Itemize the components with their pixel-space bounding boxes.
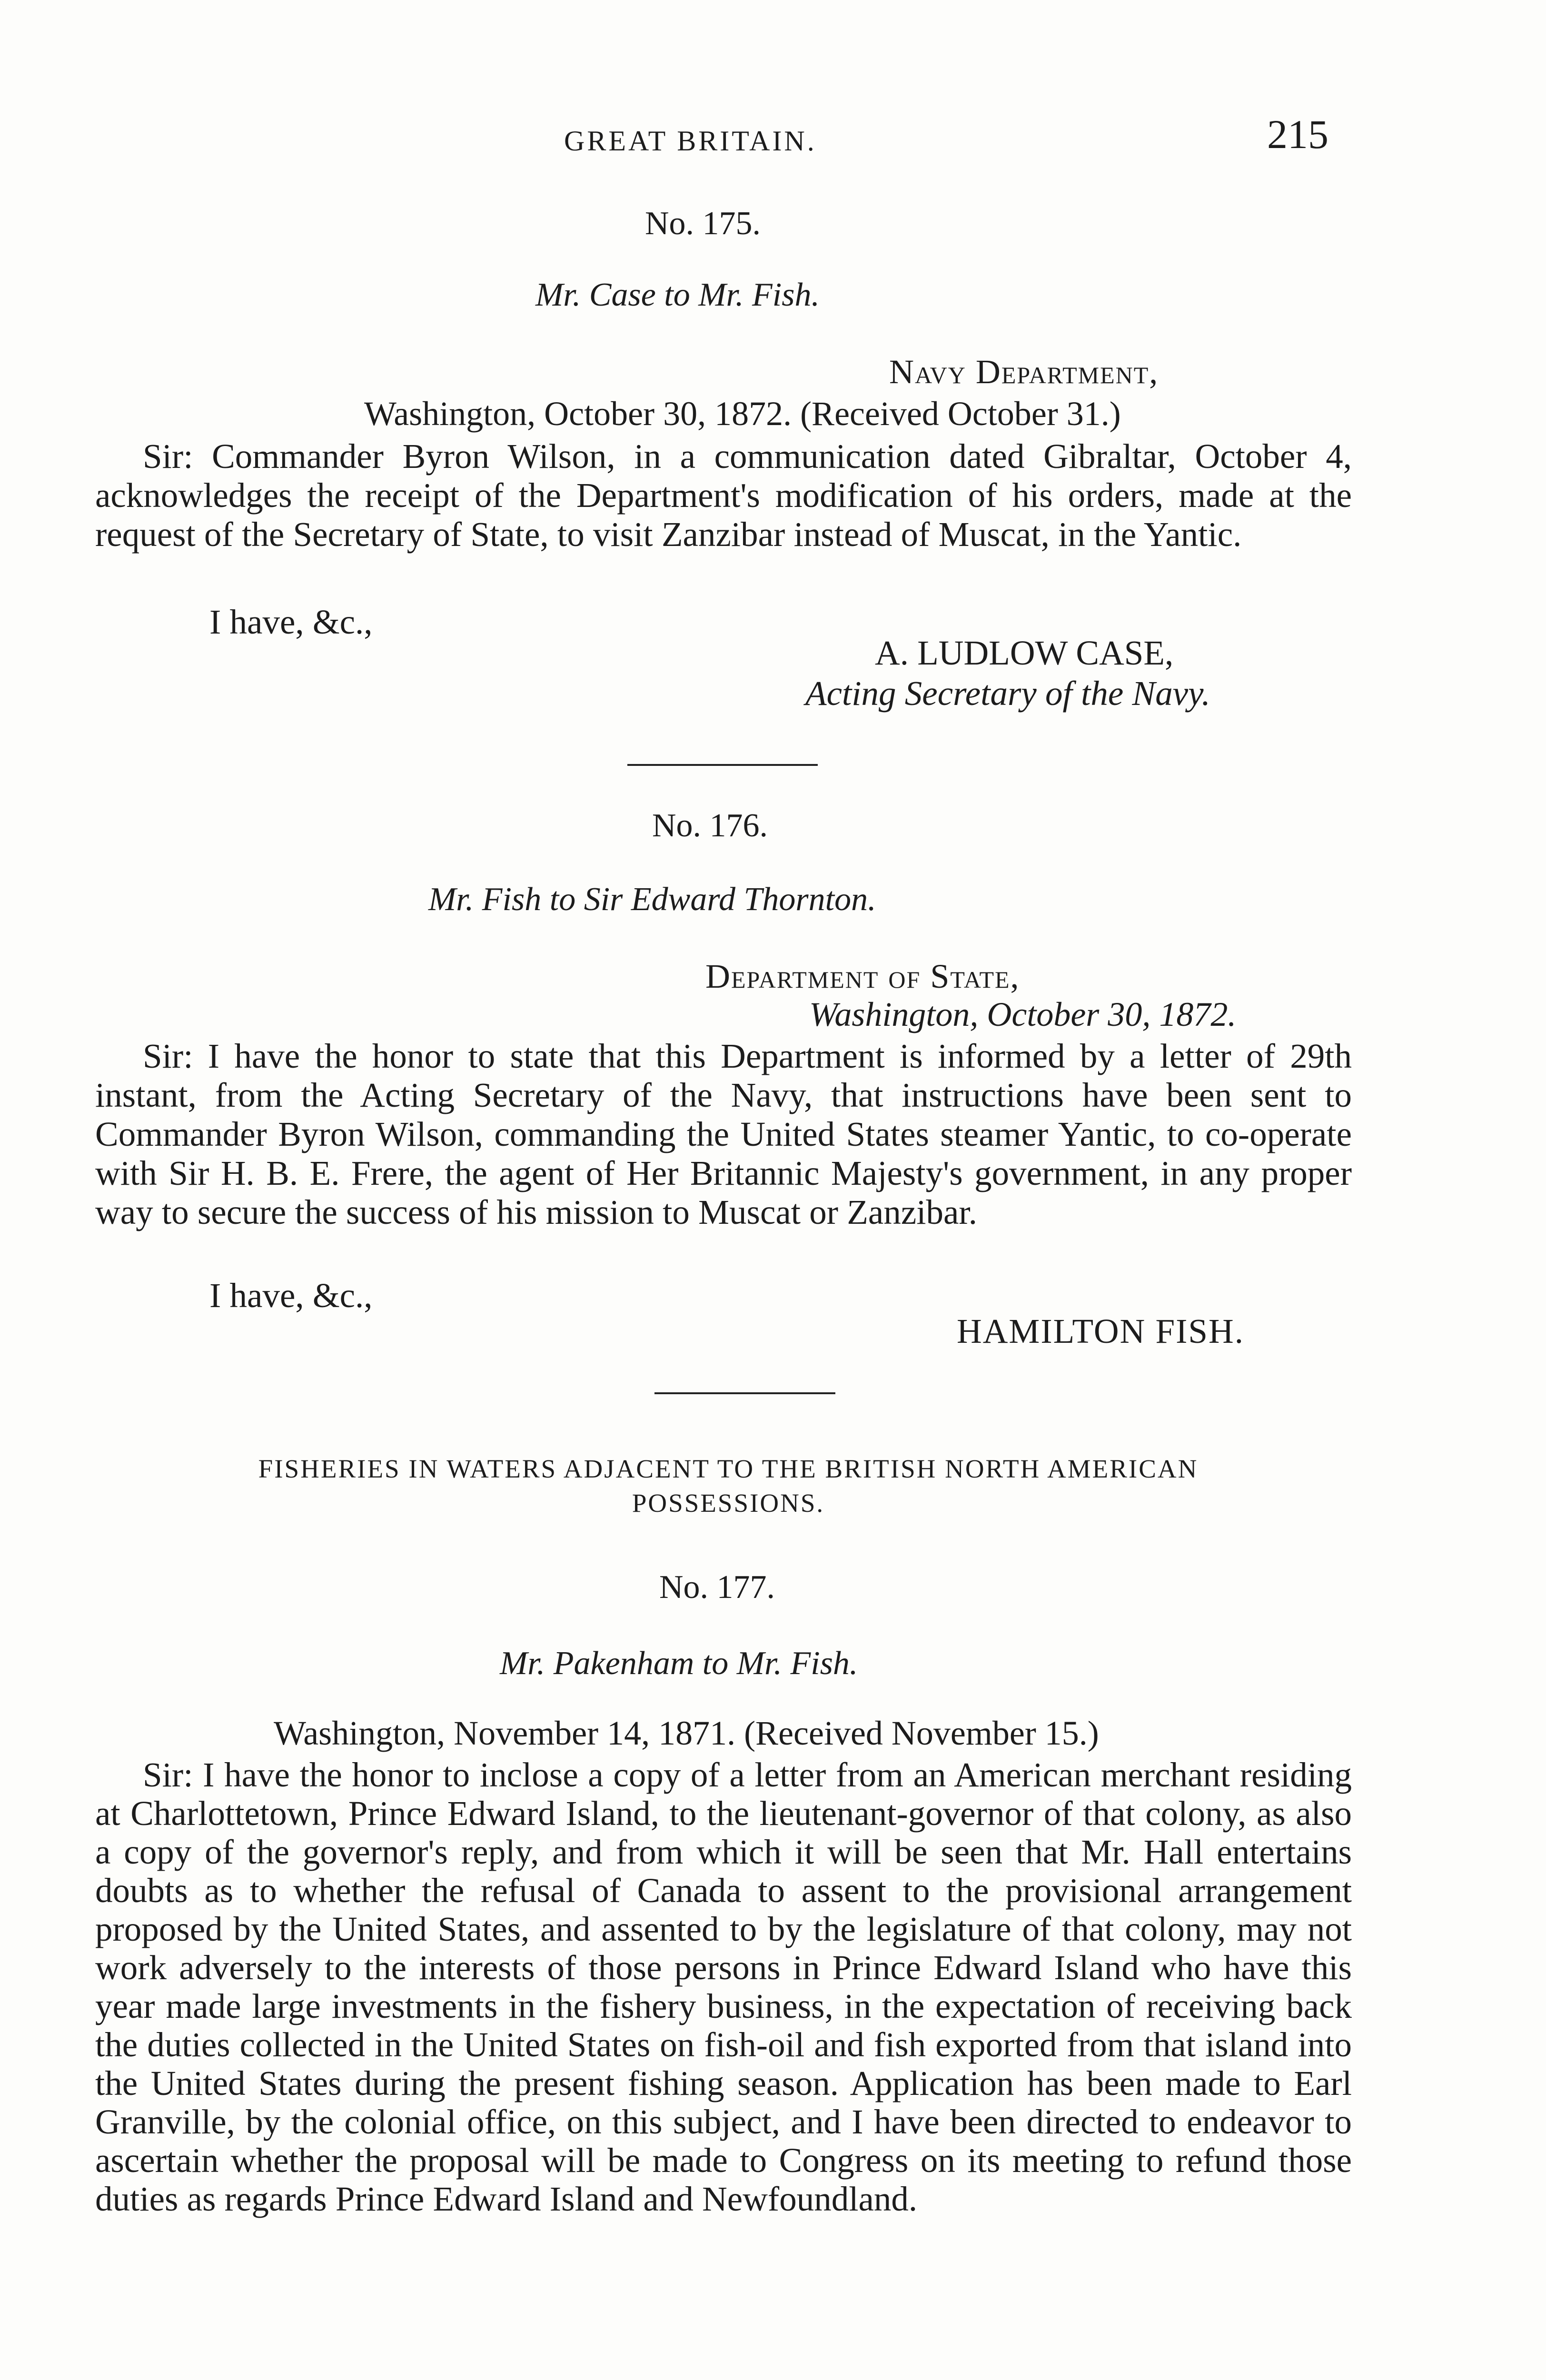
letter-place-line: Navy Department, (889, 353, 1159, 391)
letter-caption: Mr. Case to Mr. Fish. (535, 277, 820, 313)
letter-number: No. 177. (659, 1569, 775, 1606)
letter-body: Sir: I have the honor to inclose a copy of a letter from an American merchant residing at Charlottetown, Prince Edward Island, to the lieutenant-governor of that colony, as also a copy of the governor's reply, and from which it will be seen that Mr. Hall entertains doubts as to whether the refusal of Canada to assent to the provisional arrangement proposed by the United States, and assented to by the legislature of that colony, may not work adversely to the interests of those persons in Prince Edward Island who have this year made large investments in the fishery business, in the expectation of receiving back the duties collected in the United States on fish-oil and fish exported from that island into the United States during the present fishing season. Application has been made to Earl Granville, by the colonial office, on this subject, and I have been directed to endeavor to ascertain whether the proposal will be made to Congress on its meeting to refund those duties as regards Prince Edward Island and Newfoundland. (95, 1755, 1352, 2218)
letter-closing: I have, &c., (209, 1276, 373, 1315)
letter-number: No. 176. (652, 807, 768, 844)
letter-signature: HAMILTON FISH. (957, 1312, 1244, 1350)
section-heading (95, 1452, 1361, 1520)
divider-rule (654, 1392, 835, 1394)
letter-signature: A. LUDLOW CASE, (875, 634, 1174, 672)
letter-date-line: Washington, October 30, 1872. (Received October 31.) (364, 395, 1121, 433)
letter-number: No. 175. (645, 205, 761, 242)
page-number: 215 (1267, 111, 1328, 157)
letter-caption: Mr. Fish to Sir Edward Thornton. (428, 881, 876, 918)
letter-closing: I have, &c., (209, 603, 373, 641)
section-heading-line: FISHERIES IN WATERS ADJACENT TO THE BRITISH NORTH AMERICAN (258, 1454, 1199, 1483)
section-heading-line: POSSESSIONS. (632, 1488, 825, 1517)
letter-place-line: Department of State, (705, 957, 1020, 995)
running-head: GREAT BRITAIN. (564, 125, 817, 157)
letter-body: Sir: Commander Byron Wilson, in a communication dated Gibraltar, October 4, acknowledges the receipt of the Department's modification of his orders, made at the request of the Secretary of State, to visit Zanzibar instead of Muscat, in the Yantic. (95, 437, 1352, 554)
letter-signature-title: Acting Secretary of the Navy. (805, 674, 1210, 713)
letter-caption: Mr. Pakenham to Mr. Fish. (500, 1645, 858, 1682)
letter-body: Sir: I have the honor to state that this Department is informed by a letter of 29th instant, from the Acting Secretary of the Navy, that instructions have been sent to Commander Byron Wilson, commanding the United States steamer Yantic, to co-operate with Sir H. B. E. Frere, the agent of Her Britannic Majesty's government, in any proper way to secure the success of his mission to Muscat or Zanzibar. (95, 1037, 1352, 1231)
letter-date-line: Washington, October 30, 1872. (809, 995, 1237, 1033)
letter-date-line: Washington, November 14, 1871. (Received November 15.) (274, 1714, 1099, 1752)
divider-rule (627, 764, 818, 766)
